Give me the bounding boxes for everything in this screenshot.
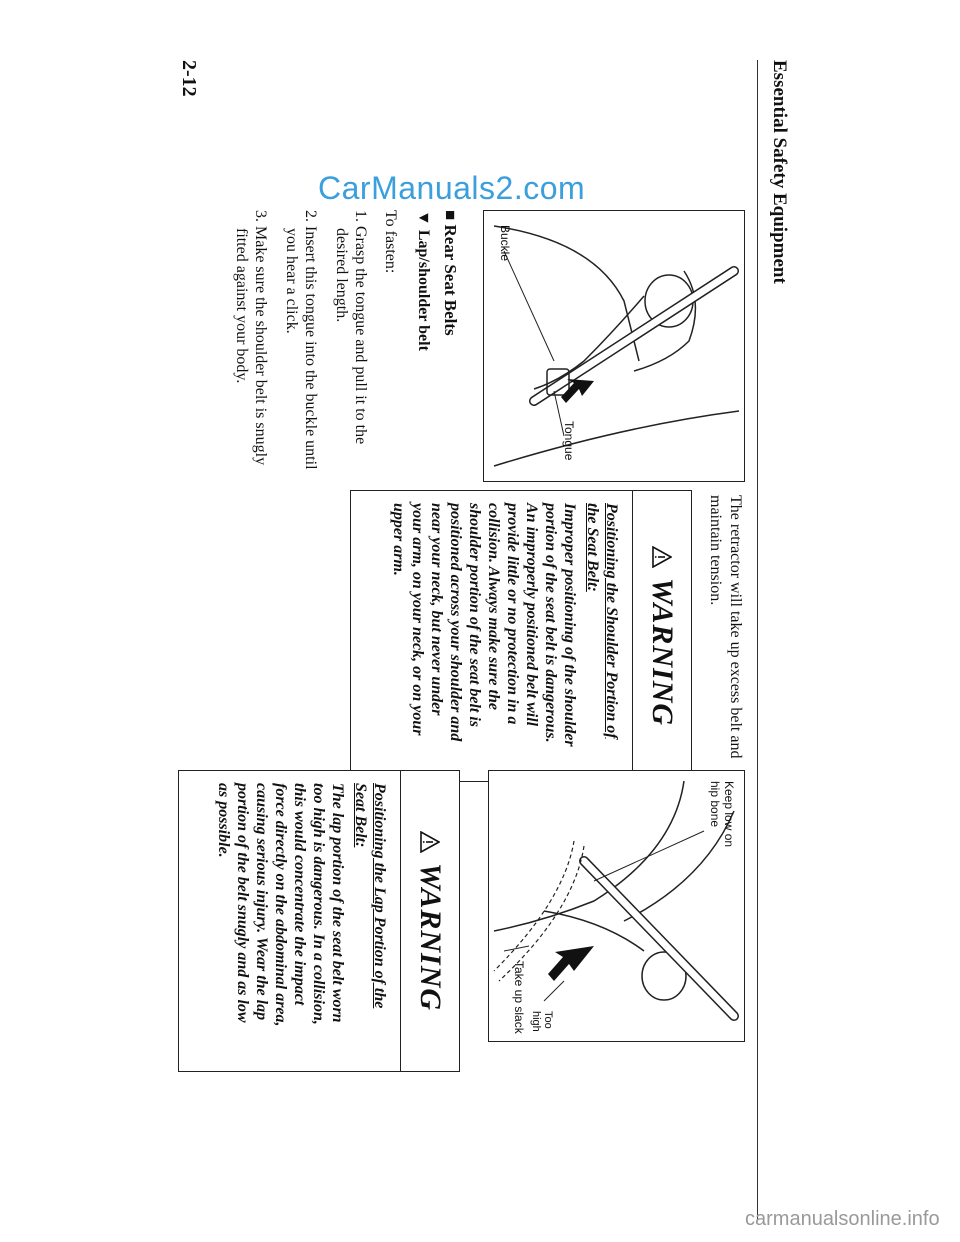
warning-triangle-icon <box>420 831 440 853</box>
warning-lap-body: The lap portion of the seat belt worn too high is dangerous. In a collision, this would concentrate the impact force directly on the abdominal area, causing serious injury. Wear the lap portion of the belt snugly and as low as possible. <box>215 783 346 1027</box>
warning-lap-header: WARNING <box>400 771 459 1071</box>
fasten-belt-illustration <box>484 211 744 481</box>
warning-shoulder-box <box>350 490 692 782</box>
header-rule <box>757 60 758 1220</box>
warning-shoulder-header: WARNING <box>632 491 691 781</box>
to-fasten-text: To fasten: <box>382 210 399 274</box>
label-keep-low: Keep low on hip bone <box>708 781 736 848</box>
warning-shoulder-title: Positioning the Shoulder Portion of the Seat Belt: <box>584 503 620 739</box>
step-3: 3. Make sure the shoulder belt is snugly fitted against your body. <box>233 210 269 466</box>
header-title: Essential Safety Equipment <box>769 60 790 284</box>
step-2: 2. Insert this tongue into the buckle until you hear a click. <box>283 210 319 470</box>
retractor-text: The retractor will take up excess belt and maintain tension. <box>707 495 744 759</box>
page-number: 2-12 <box>178 60 200 97</box>
label-buckle: Buckle <box>498 225 512 262</box>
step-1: 1. Grasp the tongue and pull it to the desired length. <box>333 210 369 445</box>
triangle-bullet-icon: ▼ <box>415 210 432 226</box>
lap-shoulder-belt-heading: ▼ Lap/shoulder belt <box>415 210 432 351</box>
rear-seat-belts-heading: ■ Rear Seat Belts <box>441 210 460 336</box>
warning-lap-title: Positioning the Lap Portion of the Seat Belt: <box>352 783 388 1009</box>
label-too-high: Too high <box>530 1011 554 1032</box>
watermark-bottom: carmanualsonline.info <box>745 1208 940 1230</box>
warning-triangle-icon <box>652 546 672 568</box>
figure-fasten-belt <box>483 210 745 482</box>
label-tongue: Tongue <box>562 421 576 461</box>
watermark-top: CarManuals2.com <box>318 170 586 206</box>
warning-lap-box <box>178 770 460 1072</box>
label-take-up-slack: Take up slack <box>512 961 526 1034</box>
warning-shoulder-body: Improper positioning of the shoulder portion of the seat belt is dangerous. An improperly positioned belt will provide little or no protection in a collision. Always make sure the shoulder portion of the seat belt is positioned across your shoulder and near your neck, but never under your arm, on your neck, or on your upper arm. <box>390 503 578 747</box>
lap-belt-illustration <box>489 771 744 1041</box>
square-bullet-icon: ■ <box>441 210 460 221</box>
figure-lap-belt <box>488 770 745 1042</box>
